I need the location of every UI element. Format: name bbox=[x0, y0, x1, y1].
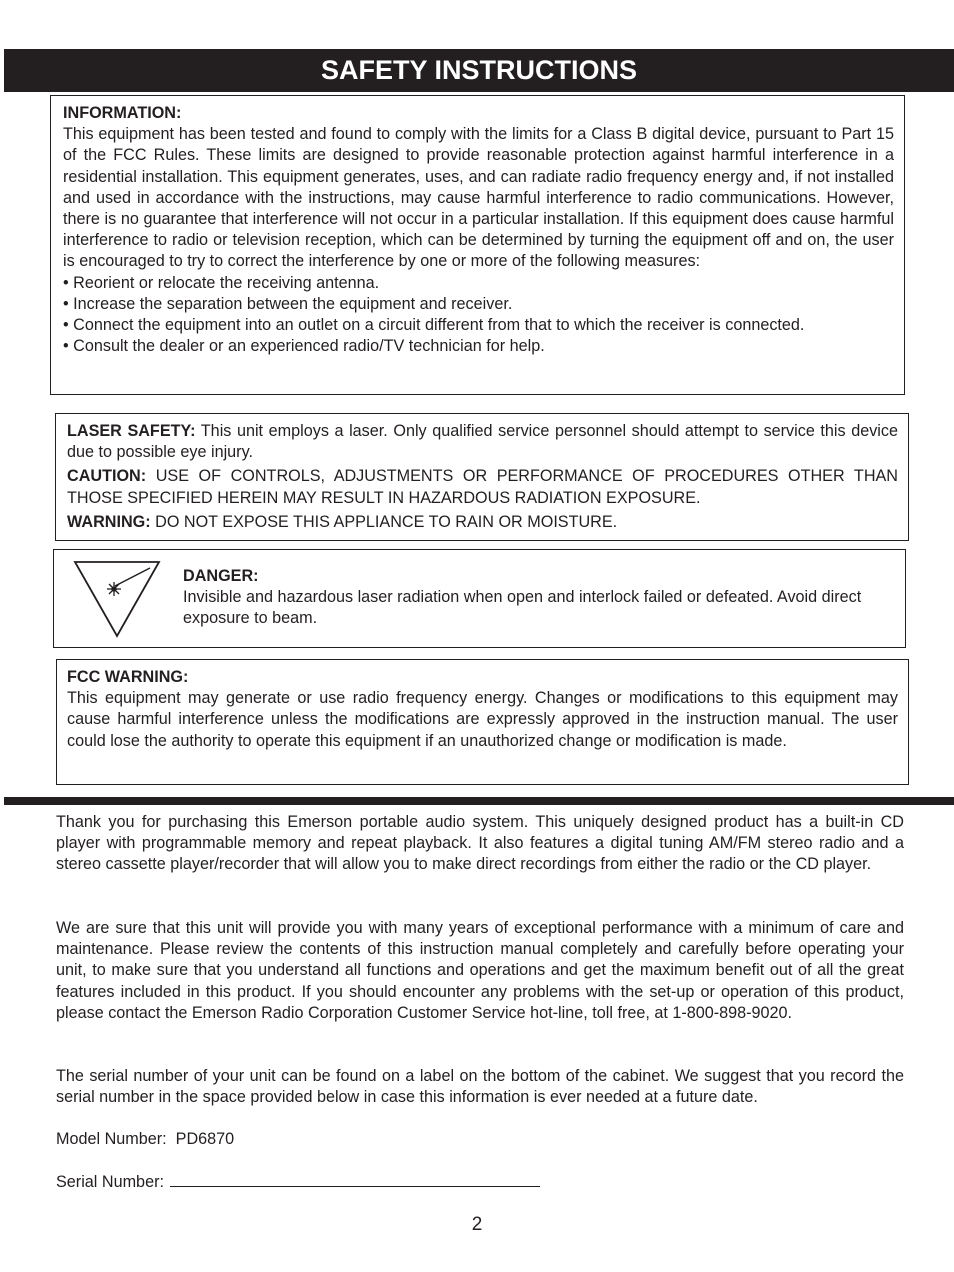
laser-safety-box bbox=[55, 413, 909, 541]
information-box bbox=[50, 95, 905, 395]
warning-text: DO NOT EXPOSE THIS APPLIANCE TO RAIN OR MOISTURE. bbox=[155, 512, 618, 531]
warning-paragraph bbox=[67, 512, 898, 533]
serial-number-line bbox=[56, 1171, 904, 1193]
warning-heading: WARNING: bbox=[67, 512, 151, 531]
list-item: • Increase the separation between the equipment and receiver. bbox=[63, 294, 894, 315]
model-number-line bbox=[56, 1129, 904, 1150]
list-item: • Consult the dealer or an experienced radio/TV technician for help. bbox=[63, 336, 894, 357]
fcc-warning-text: This equipment may generate or use radio frequency energy. Changes or modifications to this equipment may cause harmful interference unless the modifications are expressly approved in the instruction manual. The user could lose the authority to operate this equipment if an unauthorized change or modification is made. bbox=[67, 689, 898, 750]
caution-text: USE OF CONTROLS, ADJUSTMENTS OR PERFORMANCE OF PROCEDURES OTHER THAN THOSE SPECIFIED HEREIN MAY RESULT IN HAZARDOUS RADIATION EXPOSURE. bbox=[67, 467, 898, 507]
danger-content bbox=[183, 566, 893, 630]
danger-box bbox=[53, 549, 906, 648]
laser-safety-paragraph bbox=[67, 421, 898, 463]
serial-note-text: The serial number of your unit can be found on a label on the bottom of the cabinet. We suggest that you record the serial number in the space provided below in case this information is ever needed at a future date. bbox=[56, 1067, 904, 1107]
measures-list bbox=[63, 273, 894, 358]
information-text: This equipment has been tested and found to comply with the limits for a Class B digital device, pursuant to Part 15 of the FCC Rules. These limits are designed to provide reasonable protection against harmful interference in a residential installation. This equipment generates, uses, and can radiate radio frequency energy and, if not installed and used in accordance with the instructions, may cause harmful interference to radio communications. However, there is no guarantee that interference will not occur in a particular installation. If this equipment does cause harmful interference to radio or television reception, which can be determined by turning the equipment off and on, the user is encouraged to try to correct the interference by one or more of the following measures: bbox=[63, 125, 894, 271]
fcc-warning-heading: FCC WARNING: bbox=[67, 668, 189, 686]
page-title: SAFETY INSTRUCTIONS bbox=[4, 49, 954, 92]
danger-heading: DANGER: bbox=[183, 567, 259, 585]
section-divider bbox=[4, 797, 954, 805]
list-item: • Connect the equipment into an outlet on a circuit different from that to which the receiver is connected. bbox=[63, 315, 894, 336]
intro-text: Thank you for purchasing this Emerson portable audio system. This uniquely designed product has a built-in CD player with programmable memory and repeat playback. It also features a digital tuning AM/FM stereo radio and a stereo cassette player/recorder that will allow you to make direct recordings from either the radio or the CD player. bbox=[56, 813, 904, 874]
laser-warning-triangle-icon bbox=[73, 558, 161, 644]
fcc-warning-box bbox=[56, 659, 909, 785]
serial-number-blank bbox=[170, 1171, 540, 1187]
serial-note-paragraph bbox=[56, 1066, 904, 1108]
laser-safety-text: This unit employs a laser. Only qualified service personnel should attempt to service this device due to possible eye injury. bbox=[67, 422, 898, 462]
caution-paragraph bbox=[67, 466, 898, 508]
review-text: We are sure that this unit will provide you with many years of exceptional performance with a minimum of care and maintenance. Please review the contents of this instruction manual completely and carefully before operating your unit, to make sure that you understand all functions and operations and get the maximum benefit out of all the great features included in this product. If you should encounter any problems with the set-up or operation of this product, please contact the Emerson Radio Corporation Customer Service hot-line, toll free, at 1-800-898-9020. bbox=[56, 919, 904, 1022]
laser-safety-heading: LASER SAFETY: bbox=[67, 422, 196, 440]
intro-paragraph bbox=[56, 812, 904, 876]
review-paragraph bbox=[56, 918, 904, 1024]
model-number-label: Model Number: bbox=[56, 1130, 167, 1148]
danger-text: Invisible and hazardous laser radiation when open and interlock failed or defeated. Avoid direct exposure to beam. bbox=[183, 588, 862, 628]
caution-heading: CAUTION: bbox=[67, 467, 147, 486]
page-number: 2 bbox=[471, 1214, 483, 1235]
list-item: • Reorient or relocate the receiving antenna. bbox=[63, 273, 894, 294]
serial-number-label: Serial Number: bbox=[56, 1173, 164, 1191]
model-number-value: PD6870 bbox=[175, 1130, 235, 1148]
information-heading: INFORMATION: bbox=[63, 104, 182, 122]
